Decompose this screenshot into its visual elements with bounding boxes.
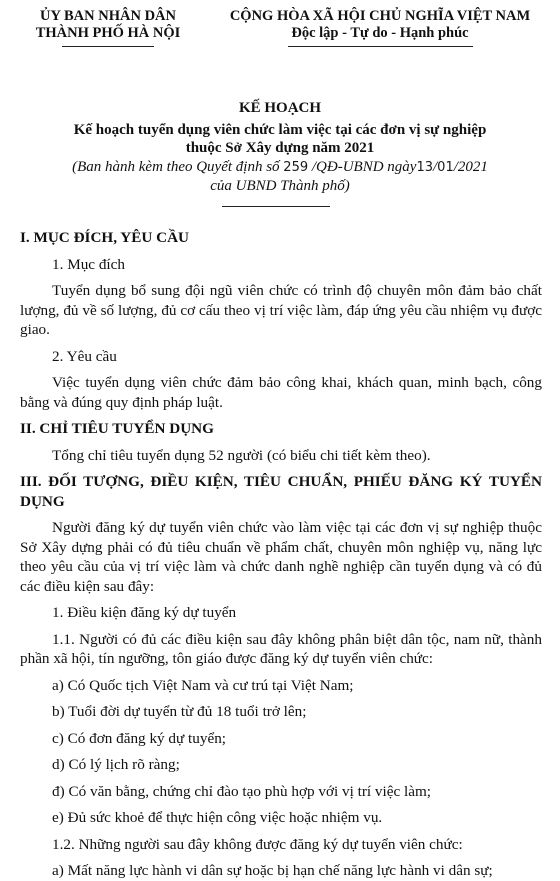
- issuance-prefix: (Ban hành kèm theo Quyết định số: [72, 159, 280, 175]
- paragraph-quota: Tổng chỉ tiêu tuyển dụng 52 người (có biểu chi tiết kèm theo).: [52, 446, 431, 464]
- issue-year: /2021: [453, 159, 488, 175]
- subsection-requirements: 2. Yêu cầu: [52, 347, 117, 365]
- nation-header: [200, 8, 560, 42]
- agency-header: [18, 8, 198, 42]
- document-title: KẾ HOẠCH: [238, 100, 322, 116]
- date-separator: /: [433, 159, 438, 175]
- document-subtitle: [0, 121, 560, 157]
- exclusion-item-a: a) Mất năng lực hành vi dân sự hoặc bị hạn chế năng lực hành vi dân sự;: [52, 862, 493, 879]
- condition-item-a: a) Có Quốc tịch Việt Nam và cư trú tại Việt Nam;: [52, 676, 354, 694]
- paragraph-eligibility-intro: Người đăng ký dự tuyển viên chức vào làm việc tại các đơn vị sự nghiệp thuộc Sở Xây dựng phải có đủ tiêu chuẩn về phẩm chất, chuyên môn nghiệp vụ, năng lực theo yêu cầu của vị trí việc làm và chức danh nghề nghiệp cần tuyển dụng và có đủ các điều kiện sau đây:: [20, 519, 542, 595]
- section-heading-2: II. CHỈ TIÊU TUYỂN DỤNG: [20, 420, 214, 437]
- motto-underline: [288, 46, 473, 47]
- section-heading-3: III. ĐỐI TƯỢNG, ĐIỀU KIỆN, TIÊU CHUẨN, PHIẾU ĐĂNG KÝ TUYỂN DỤNG: [20, 473, 542, 510]
- condition-item-c: c) Có đơn đăng ký dự tuyển;: [52, 729, 227, 747]
- subtitle-line-1: Kế hoạch tuyển dụng viên chức làm việc tại các đơn vị sự nghiệp: [73, 122, 487, 138]
- section-heading-1: I. MỤC ĐÍCH, YÊU CẦU: [20, 229, 190, 246]
- condition-item-dd: đ) Có văn bằng, chứng chỉ đào tạo phù hợp với vị trí việc làm;: [52, 782, 432, 800]
- subtitle-line-2: thuộc Sở Xây dựng năm 2021: [185, 140, 375, 156]
- paragraph-conditions-1-2: 1.2. Những người sau đây không được đăng ký dự tuyển viên chức:: [52, 835, 463, 853]
- issue-day: 13: [416, 160, 433, 175]
- condition-item-d: d) Có lý lịch rõ ràng;: [52, 756, 180, 773]
- condition-item-e: e) Đủ sức khoẻ để thực hiện công việc hoặc nhiệm vụ.: [52, 809, 383, 826]
- subsection-purpose: 1. Mục đích: [52, 255, 125, 273]
- issuance-note: [0, 158, 560, 196]
- document-body: [20, 228, 542, 881]
- issuance-line-1: [0, 158, 560, 177]
- paragraph-conditions-1-1: 1.1. Người có đủ các điều kiện sau đây không phân biệt dân tộc, nam nữ, thành phần xã hội, tín ngưỡng, tôn giáo được đăng ký dự tuyển viên chức:: [20, 630, 542, 667]
- agency-line-2: THÀNH PHỐ HÀ NỘI: [35, 25, 181, 41]
- nation-motto: Độc lập - Tự do - Hạnh phúc: [291, 25, 469, 41]
- subsection-conditions: 1. Điều kiện đăng ký dự tuyển: [52, 604, 237, 621]
- paragraph-purpose: Tuyển dụng bổ sung đội ngũ viên chức có trình độ chuyên môn đảm bảo chất lượng, đủ về số lượng, đủ cơ cấu theo vị trí việc làm, đáp ứng yêu cầu nhiệm vụ được giao.: [20, 282, 542, 338]
- condition-item-b: b) Tuổi đời dự tuyển từ đủ 18 tuổi trở lên;: [52, 703, 307, 720]
- issue-month: 01: [437, 160, 454, 175]
- issuance-line-2: của UBND Thành phố): [210, 178, 350, 194]
- agency-line-1: ỦY BAN NHÂN DÂN: [39, 8, 176, 24]
- issuance-mid: /QĐ-UBND ngày: [311, 159, 417, 175]
- agency-underline: [62, 46, 154, 47]
- decision-number: 259: [283, 160, 309, 175]
- paragraph-requirements: Việc tuyển dụng viên chức đảm bảo công khai, khách quan, minh bạch, công bằng và đúng quy định pháp luật.: [20, 374, 542, 411]
- title-divider: [222, 206, 330, 207]
- nation-name: CỘNG HÒA XÃ HỘI CHỦ NGHĨA VIỆT NAM: [229, 8, 531, 24]
